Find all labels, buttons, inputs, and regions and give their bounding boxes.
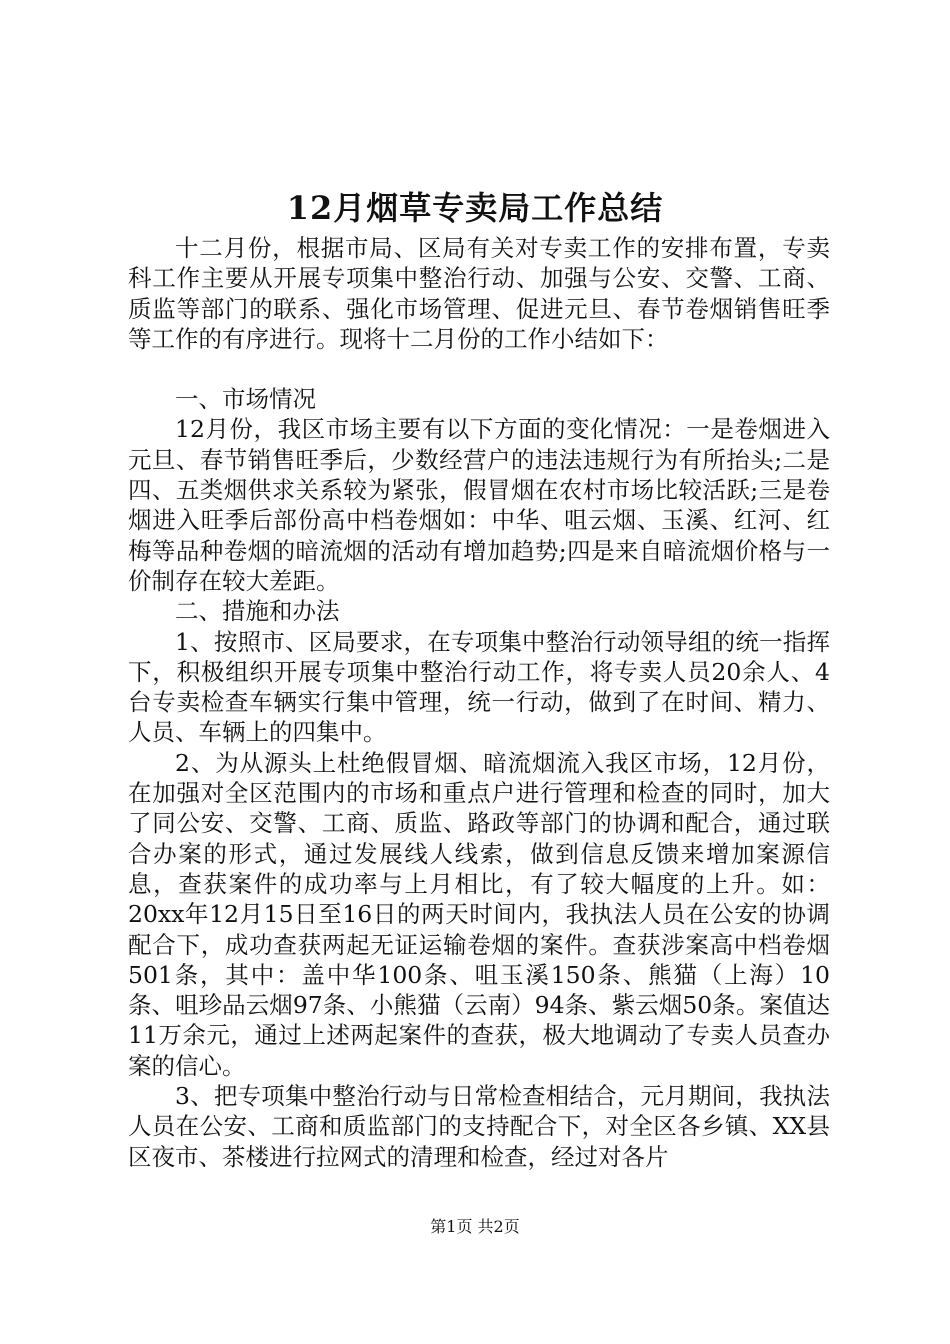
measure-paragraph-2: 2、为从源头上杜绝假冒烟、暗流烟流入我区市场，12月份，在加强对全区范围内的市场和重点户进行管理和检查的同时，加大了同公安、交警、工商、质监、路政等部门的协调和配合，通过联合办案的形式，通过发展线人线索，做到信息反馈来增加案源信息，查获案件的成功率与上月相比，有了较大幅度的上升。如：20xx年12月15日至16日的两天时间内，我执法人员在公安的协调配合下，成功查获两起无证运输卷烟的案件。查获涉案高中档卷烟501条，其中：盖中华100条、咀玉溪150条、熊猫（上海）10条、咀珍品云烟97条、小熊猫（云南）94条、紫云烟50条。案值达11万余元，通过上述两起案件的查获，极大地调动了专卖人员查办案的信心。 bbox=[128, 748, 830, 1080]
measure-paragraph-1: 1、按照市、区局要求，在专项集中整治行动领导组的统一指挥下，积极组织开展专项集中整治行动工作，将专卖人员20余人、4台专卖检查车辆实行集中管理，统一行动，做到了在时间、精力、人员、车辆上的四集中。 bbox=[128, 627, 830, 747]
paragraph-spacer bbox=[128, 354, 830, 384]
document-title: 12月烟草专卖局工作总结 bbox=[286, 189, 664, 227]
document-body bbox=[128, 233, 830, 1172]
section-heading-measures: 二、措施和办法 bbox=[175, 597, 340, 626]
page-number-footer: 第1页 共2页 bbox=[430, 1217, 520, 1236]
intro-paragraph: 十二月份，根据市局、区局有关对专卖工作的安排布置，专卖科工作主要从开展专项集中整治行动、加强与公安、交警、工商、质监等部门的联系、强化市场管理、促进元旦、春节卷烟销售旺季等工作的有序进行。现将十二月份的工作小结如下： bbox=[128, 234, 830, 353]
market-paragraph: 12月份，我区市场主要有以下方面的变化情况：一是卷烟进入元旦、春节销售旺季后，少数经营户的违法违规行为有所抬头;二是四、五类烟供求关系较为紧张，假冒烟在农村市场比较活跃;三是卷烟进入旺季后部份高中档卷烟如：中华、咀云烟、玉溪、红河、红梅等品种卷烟的暗流烟的活动有增加趋势;四是来自暗流烟价格与一价制存在较大差距。 bbox=[128, 415, 830, 595]
measure-paragraph-3: 3、把专项集中整治行动与日常检查相结合，元月期间，我执法人员在公安、工商和质监部门的支持配合下，对全区各乡镇、XX县区夜市、茶楼进行拉网式的清理和检查，经过对各片 bbox=[128, 1082, 830, 1171]
section-heading-market: 一、市场情况 bbox=[175, 385, 316, 414]
